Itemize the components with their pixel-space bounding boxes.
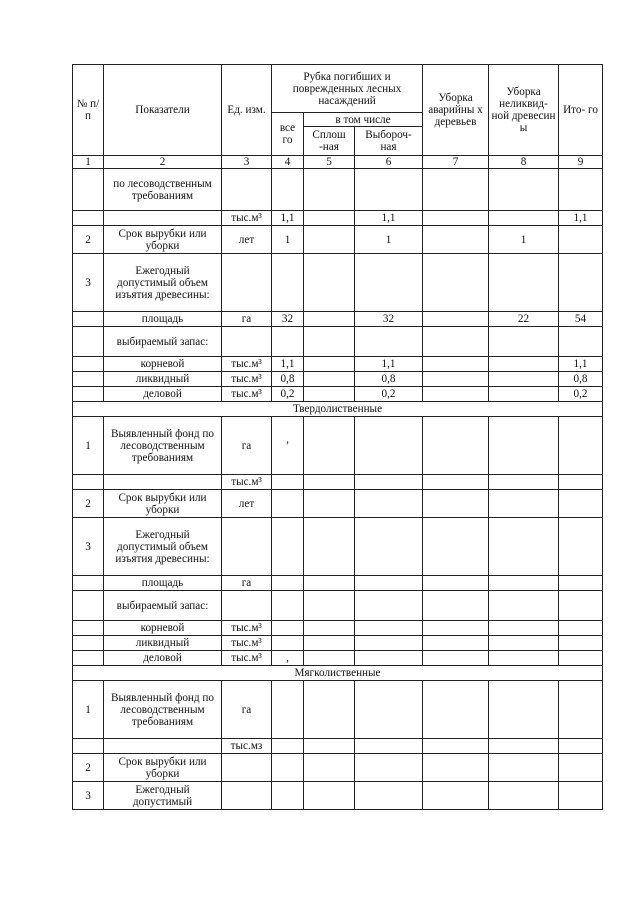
table-cell: тыс.м³ [222,651,272,666]
table-cell [355,651,423,666]
table-cell [423,591,489,621]
table-cell [304,651,355,666]
table-cell [304,357,355,372]
table-row [73,226,603,254]
table-cell [73,372,104,387]
table-cell [559,651,603,666]
table-cell: 0,2 [559,387,603,402]
table-cell [559,754,603,782]
table-cell [489,636,559,651]
table-cell [489,576,559,591]
table-cell: 0,8 [559,372,603,387]
table-cell [104,475,222,490]
table-cell: 0,2 [355,387,423,402]
table-row [73,782,603,810]
table-cell: 32 [272,312,304,327]
table-cell [489,417,559,475]
table-cell [355,782,423,810]
table-cell: 1 [73,681,104,739]
table-cell [73,357,104,372]
table-cell [355,681,423,739]
table-cell [489,387,559,402]
table-cell: выбираемый запас: [104,591,222,621]
table-cell [559,681,603,739]
table-cell: 1,1 [559,211,603,226]
table-cell: 1 [355,226,423,254]
table-cell [559,782,603,810]
table-cell: тыс.м³ [222,211,272,226]
table-cell [304,475,355,490]
table-cell [559,417,603,475]
header-col-clear: Сплош -ная [304,127,355,156]
table-cell [489,475,559,490]
column-number-row [73,156,603,169]
table-cell [272,591,304,621]
table-cell: га [222,417,272,475]
column-number: 6 [355,156,423,169]
section-row [73,666,603,681]
table-cell [489,357,559,372]
table-cell [489,372,559,387]
table-cell [423,576,489,591]
table-cell [355,475,423,490]
header-col-unit: Ед. изм. [222,65,272,156]
header-col-total: все го [272,113,304,156]
header-col-sum: Ито- го [559,65,603,156]
table-cell [104,739,222,754]
table-cell [304,169,355,211]
table-cell [272,739,304,754]
table-cell [304,387,355,402]
table-cell [222,327,272,357]
table-cell [559,739,603,754]
table-cell: Ежегодный допустимый [104,782,222,810]
column-number: 4 [272,156,304,169]
table-cell [222,591,272,621]
header-col-illiquid: Уборка неликвид- ной древесин ы [489,65,559,156]
header-col-including: в том числе [304,113,423,127]
table-cell [73,312,104,327]
table-cell [272,169,304,211]
table-cell [272,621,304,636]
section-title: Мягколиственные [73,666,603,681]
table-cell: Срок вырубки или уборки [104,490,222,518]
table-cell [423,312,489,327]
table-cell: 1,1 [559,357,603,372]
table-cell [222,169,272,211]
column-number: 2 [104,156,222,169]
table-cell [423,739,489,754]
column-number: 5 [304,156,355,169]
table-cell [304,372,355,387]
table-cell [489,782,559,810]
table-row [73,357,603,372]
header-col-num: № п/п [73,65,104,156]
table-cell [222,518,272,576]
table-cell: ’ [272,417,304,475]
table-cell: лет [222,226,272,254]
table-cell [304,490,355,518]
table-row [73,518,603,576]
table-cell [272,636,304,651]
table-cell: 0,8 [355,372,423,387]
table-row [73,211,603,226]
table-cell [489,169,559,211]
table-cell [559,169,603,211]
table-cell [304,636,355,651]
table-cell [559,591,603,621]
table-cell: тыс.м³ [222,387,272,402]
table-cell [355,739,423,754]
table-cell [423,518,489,576]
table-cell [304,226,355,254]
table-cell [355,576,423,591]
column-number: 7 [423,156,489,169]
table-cell: 1,1 [272,357,304,372]
table-cell [73,169,104,211]
table-cell [423,621,489,636]
table-cell: 1,1 [272,211,304,226]
table-cell: ликвидный [104,372,222,387]
table-cell [489,490,559,518]
table-cell: 2 [73,490,104,518]
table-cell [272,576,304,591]
header-col-indicators: Показатели [104,65,222,156]
table-cell [489,651,559,666]
column-number: 1 [73,156,104,169]
table-cell [423,636,489,651]
table-row [73,169,603,211]
table-cell [304,518,355,576]
table-cell [355,518,423,576]
table-cell [73,387,104,402]
table-cell: 1,1 [355,211,423,226]
table-cell [559,490,603,518]
table-cell: тыс.м³ [222,372,272,387]
table-cell: Ежегодный допустимый объем изъятия древесины: [104,518,222,576]
table-cell [489,254,559,312]
table-cell [104,211,222,226]
header-row-1 [73,65,603,113]
table-cell: 3 [73,782,104,810]
table-cell: выбираемый запас: [104,327,222,357]
table-cell [559,636,603,651]
table-row [73,591,603,621]
table-cell [355,621,423,636]
table-cell [73,651,104,666]
table-cell: деловой [104,651,222,666]
table-cell [304,621,355,636]
table-cell [423,782,489,810]
table-cell: Срок вырубки или уборки [104,754,222,782]
table-cell [222,254,272,312]
column-number: 9 [559,156,603,169]
header-col-emergency: Уборка аварийны х деревьев [423,65,489,156]
table-cell [489,211,559,226]
table-cell [559,518,603,576]
table-cell [423,169,489,211]
table-cell [559,475,603,490]
table-row [73,327,603,357]
table-cell: лет [222,490,272,518]
table-cell [355,254,423,312]
table-cell: 0,8 [272,372,304,387]
table-cell [304,681,355,739]
table-cell [73,739,104,754]
table-cell: площадь [104,576,222,591]
column-number: 8 [489,156,559,169]
table-cell [304,739,355,754]
table-cell [222,754,272,782]
table-cell [73,621,104,636]
table-cell [559,226,603,254]
table-cell [559,576,603,591]
table-cell: корневой [104,357,222,372]
table-cell [272,782,304,810]
table-cell [423,475,489,490]
table-cell [423,387,489,402]
table-cell: ликвидный [104,636,222,651]
table-cell [355,327,423,357]
table-cell: 2 [73,226,104,254]
table-cell [304,312,355,327]
table-cell: 1 [73,417,104,475]
table-cell: 54 [559,312,603,327]
table-cell: , [272,651,304,666]
section-title: Твердолиственные [73,402,603,417]
table-cell: Ежегодный допустимый объем изъятия древесины: [104,254,222,312]
table-row [73,576,603,591]
table-cell [355,417,423,475]
table-cell [355,636,423,651]
table-cell [73,327,104,357]
table-cell [355,490,423,518]
table-row [73,681,603,739]
table-cell: Срок вырубки или уборки [104,226,222,254]
table-cell: га [222,576,272,591]
table-cell [355,591,423,621]
table-cell [423,211,489,226]
section-row [73,402,603,417]
header-col-felling-group: Рубка погибших и поврежденных лесных насаждений [272,65,423,113]
table-row [73,739,603,754]
table-cell [355,169,423,211]
table-row [73,621,603,636]
table-cell [489,754,559,782]
table-cell: деловой [104,387,222,402]
table-cell [304,576,355,591]
table-cell: тыс.м³ [222,357,272,372]
table-cell [222,782,272,810]
table-cell [423,357,489,372]
table-row [73,651,603,666]
table-cell: 32 [355,312,423,327]
table-cell: тыс.мз [222,739,272,754]
table-cell [272,327,304,357]
table-cell: 2 [73,754,104,782]
table-row [73,387,603,402]
table-cell: площадь [104,312,222,327]
table-cell: 1,1 [355,357,423,372]
table-cell [272,475,304,490]
table-cell [489,327,559,357]
table-cell [272,681,304,739]
table-cell: тыс.м³ [222,636,272,651]
table-cell [423,651,489,666]
table-cell [489,621,559,636]
table-cell [423,754,489,782]
table-row [73,372,603,387]
column-number: 3 [222,156,272,169]
table-cell [272,518,304,576]
table-cell [73,211,104,226]
table-cell [73,636,104,651]
table-row [73,312,603,327]
table-row [73,636,603,651]
table-row [73,754,603,782]
table-cell [355,754,423,782]
table-cell [272,754,304,782]
table-row [73,254,603,312]
table-cell [423,254,489,312]
table-cell: 3 [73,518,104,576]
table-cell [423,681,489,739]
table-cell: га [222,681,272,739]
table-cell [304,211,355,226]
table-cell [304,417,355,475]
forest-table [72,64,603,810]
table-cell [489,591,559,621]
table-cell [423,417,489,475]
table-cell: 3 [73,254,104,312]
table-cell: Выявленный фонд по лесоводственным требованиям [104,417,222,475]
table-cell: корневой [104,621,222,636]
table-row [73,475,603,490]
table-cell: тыс.м³ [222,475,272,490]
header-col-selective: Выбороч- ная [355,127,423,156]
table-cell [73,576,104,591]
table-cell: Выявленный фонд по лесоводственным требованиям [104,681,222,739]
table-cell: 1 [272,226,304,254]
table-cell [489,518,559,576]
table-cell [559,621,603,636]
table-body [73,65,603,810]
table-cell [73,591,104,621]
table-cell: 0,2 [272,387,304,402]
table-cell [304,254,355,312]
table-cell [304,327,355,357]
table-cell [423,372,489,387]
table-cell [272,490,304,518]
table-cell: тыс.м³ [222,621,272,636]
table-cell [489,681,559,739]
table-cell [304,782,355,810]
table-cell [423,490,489,518]
table-cell: 22 [489,312,559,327]
table-cell [423,226,489,254]
table-row [73,490,603,518]
table-cell [304,754,355,782]
table-cell [559,254,603,312]
table-cell [272,254,304,312]
table-cell: 1 [489,226,559,254]
table-row [73,417,603,475]
table-cell [423,327,489,357]
table-cell [489,739,559,754]
table-cell: по лесоводственным требованиям [104,169,222,211]
table-cell [73,475,104,490]
table-cell [559,327,603,357]
table-cell [304,591,355,621]
table-cell: га [222,312,272,327]
